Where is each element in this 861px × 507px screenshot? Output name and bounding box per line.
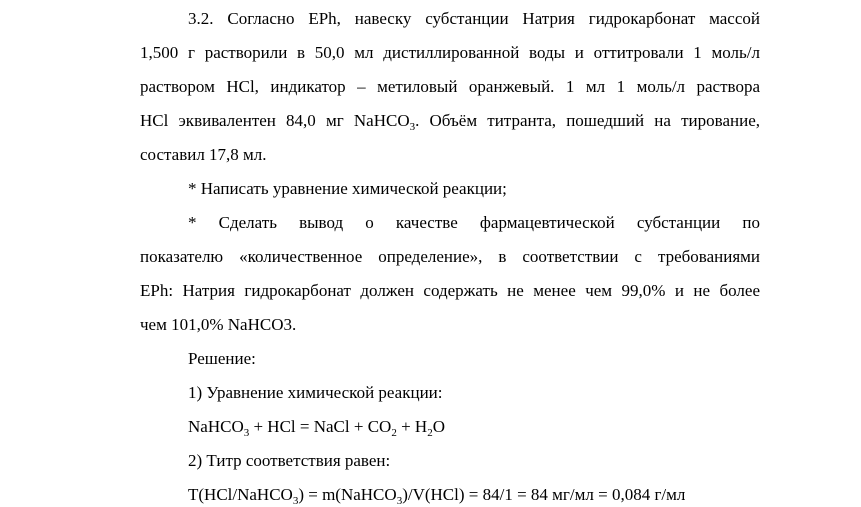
problem-line-3: раствором HCl, индикатор – метиловый оранжевый. 1 мл 1 моль/л раствора — [140, 77, 760, 96]
titer-equation — [188, 485, 685, 505]
equation-part: NaHCO — [188, 417, 244, 436]
subscript: 3 — [292, 495, 299, 507]
equation-part: ) = m(NaHCO — [298, 485, 397, 504]
equation-part: O — [432, 417, 445, 436]
subscript: 2 — [391, 427, 397, 439]
problem-line-2: 1,500 г растворили в 50,0 мл дистиллированной воды и оттитровали 1 моль/л — [140, 43, 760, 62]
equation-part: T(HCl/NaHCO — [188, 485, 293, 504]
equation-part: + H — [396, 417, 428, 436]
step-1-title: 1) Уравнение химической реакции: — [188, 383, 443, 402]
problem-line-5: составил 17,8 мл. — [140, 145, 267, 164]
task-1: * Написать уравнение химической реакции; — [188, 179, 507, 198]
reaction-equation — [188, 417, 445, 437]
subscript: 2 — [427, 427, 433, 439]
solution-heading: Решение: — [188, 349, 256, 368]
task-2-line-1: * Сделать вывод о качестве фармацевтической субстанции по — [188, 213, 760, 232]
problem-line-4 — [140, 111, 760, 131]
task-2-line-4: чем 101,0% NaHCO3. — [140, 315, 297, 334]
task-2-line-2: показателю «количественное определение», в соответствии с требованиями — [140, 247, 760, 266]
problem-line-1: 3.2. Согласно EPh, навеску субстанции Натрия гидрокарбонат массой — [188, 9, 760, 28]
subscript: 3 — [396, 495, 403, 507]
equation-part: + HCl = NaCl + CO — [249, 417, 392, 436]
step-2-title: 2) Титр соответствия равен: — [188, 451, 391, 470]
task-2-line-3: EPh: Натрия гидрокарбонат должен содержать не менее чем 99,0% и не более — [140, 281, 760, 300]
problem-line-4-rest: . Объём титранта, пошедший на тирование, — [415, 111, 760, 130]
subscript: 3 — [243, 427, 250, 439]
problem-line-4-text: HCl эквивалентен 84,0 мг NaHCO — [140, 111, 410, 130]
subscript: 3 — [409, 121, 416, 133]
equation-part: )/V(HCl) = 84/1 = 84 мг/мл = 0,084 г/мл — [402, 485, 686, 504]
